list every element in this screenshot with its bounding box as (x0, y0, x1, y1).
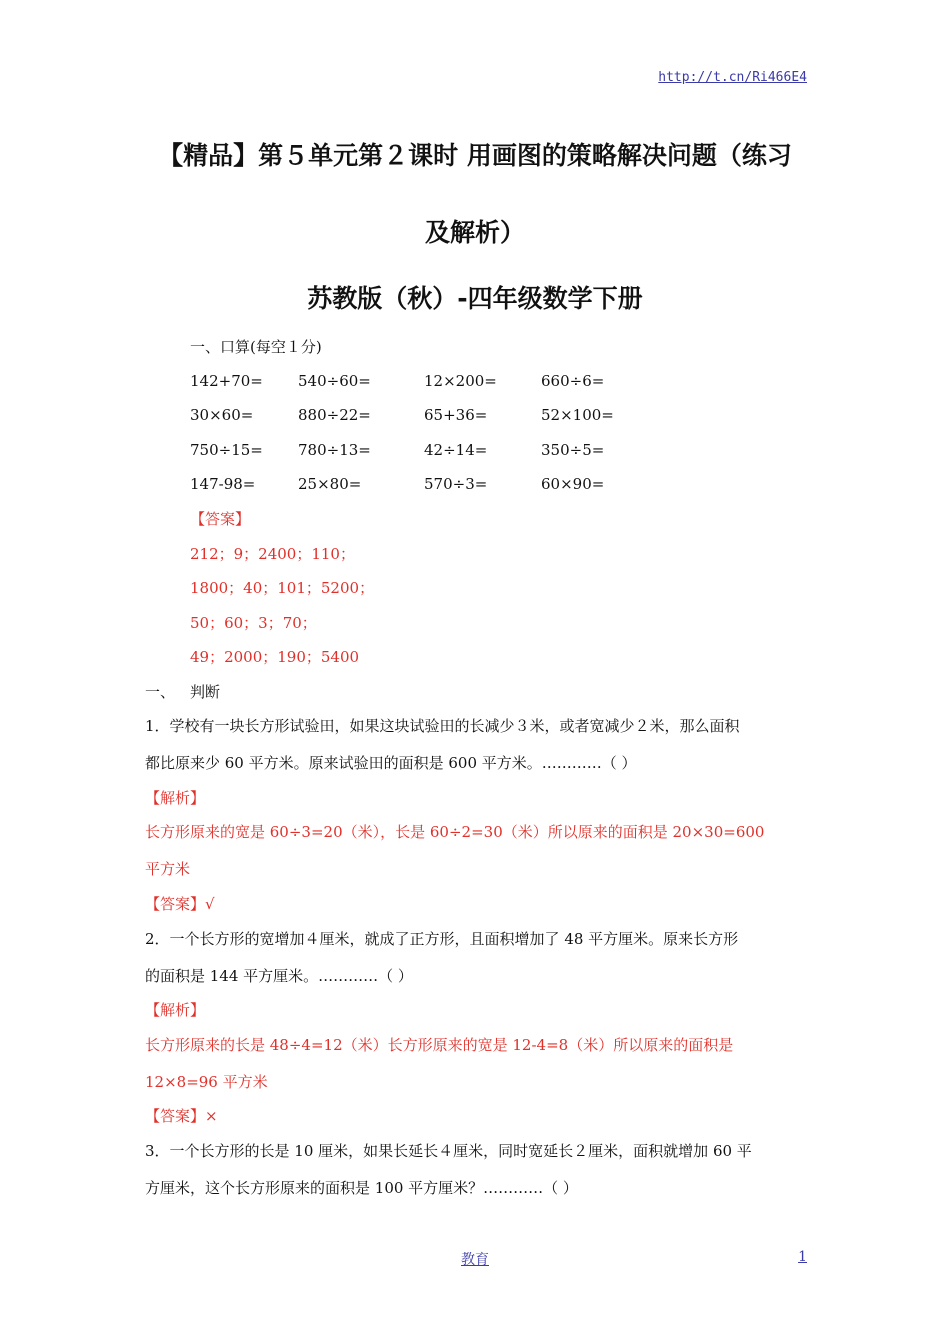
answer-label: 【答案】 (190, 510, 251, 528)
section2-heading: 判断 (190, 683, 221, 701)
answer-line: 49；2000；190；5400 (190, 648, 360, 666)
calc-item: 660÷6= (541, 372, 605, 390)
section2-heading-number: 一、 (145, 683, 176, 701)
analysis-line: 长方形原来的宽是 60÷3=20（米），长是 60÷2=30（米）所以原来的面积是 20×30=600 (145, 823, 765, 841)
question-1-answer: 【答案】√ (145, 895, 215, 913)
question-2-answer: 【答案】× (145, 1107, 218, 1125)
answer-line: 50；60；3；70； (190, 614, 317, 632)
footer-link[interactable]: 教育 (461, 1252, 489, 1268)
page-subtitle: 苏教版（秋）-四年级数学下册 (307, 284, 643, 313)
question-2-line1: 2．一个长方形的宽增加４厘米，就成了正方形，且面积增加了 48 平方厘米。原来长方形 (145, 930, 739, 948)
question-3-line1: 3．一个长方形的长是 10 厘米，如果长延长４厘米，同时宽延长２厘米，面积就增加 60 平 (145, 1142, 752, 1160)
calc-item: 147-98= (190, 475, 256, 493)
calc-item: 65+36= (424, 406, 488, 424)
calc-item: 540÷60= (298, 372, 371, 390)
calc-item: 42÷14= (424, 441, 488, 459)
section1-heading: 一、口算(每空１分) (190, 338, 322, 356)
question-1-line1: 1．学校有一块长方形试验田，如果这块试验田的长减少３米，或者宽减少２米，那么面积 (145, 717, 740, 735)
analysis-line: 平方米 (145, 860, 191, 878)
answer-line: 212；9；2400；110； (190, 545, 355, 563)
calc-item: 750÷15= (190, 441, 263, 459)
analysis-line: 12×8=96 平方米 (145, 1073, 268, 1091)
question-2-line2: 的面积是 144 平方厘米。…………（ ） (145, 967, 413, 985)
question-1-line2: 都比原来少 60 平方米。原来试验田的面积是 600 平方米。…………（ ） (145, 754, 637, 772)
calc-item: 12×200= (424, 372, 497, 390)
calc-item: 570÷3= (424, 475, 488, 493)
page-number: 1 (798, 1249, 807, 1265)
calc-item: 30×60= (190, 406, 254, 424)
calc-item: 25×80= (298, 475, 362, 493)
analysis-label: 【解析】 (145, 789, 206, 807)
answer-line: 1800；40；101；5200； (190, 579, 375, 597)
question-3-line2: 方厘米，这个长方形原来的面积是 100 平方厘米？…………（ ） (145, 1179, 578, 1197)
calc-item: 350÷5= (541, 441, 605, 459)
page-title-line1: 【精品】第５单元第２课时 用画图的策略解决问题（练习 (158, 141, 792, 170)
calc-item: 142+70= (190, 372, 263, 390)
calc-item: 60×90= (541, 475, 605, 493)
analysis-line: 长方形原来的长是 48÷4=12（米）长方形原来的宽是 12-4=8（米）所以原来的面积是 (145, 1036, 734, 1054)
analysis-label: 【解析】 (145, 1001, 206, 1019)
header-link[interactable]: http://t.cn/Ri466E4 (658, 70, 807, 85)
calc-item: 780÷13= (298, 441, 371, 459)
page-title-line2: 及解析） (424, 218, 525, 247)
calc-item: 880÷22= (298, 406, 371, 424)
calc-item: 52×100= (541, 406, 614, 424)
